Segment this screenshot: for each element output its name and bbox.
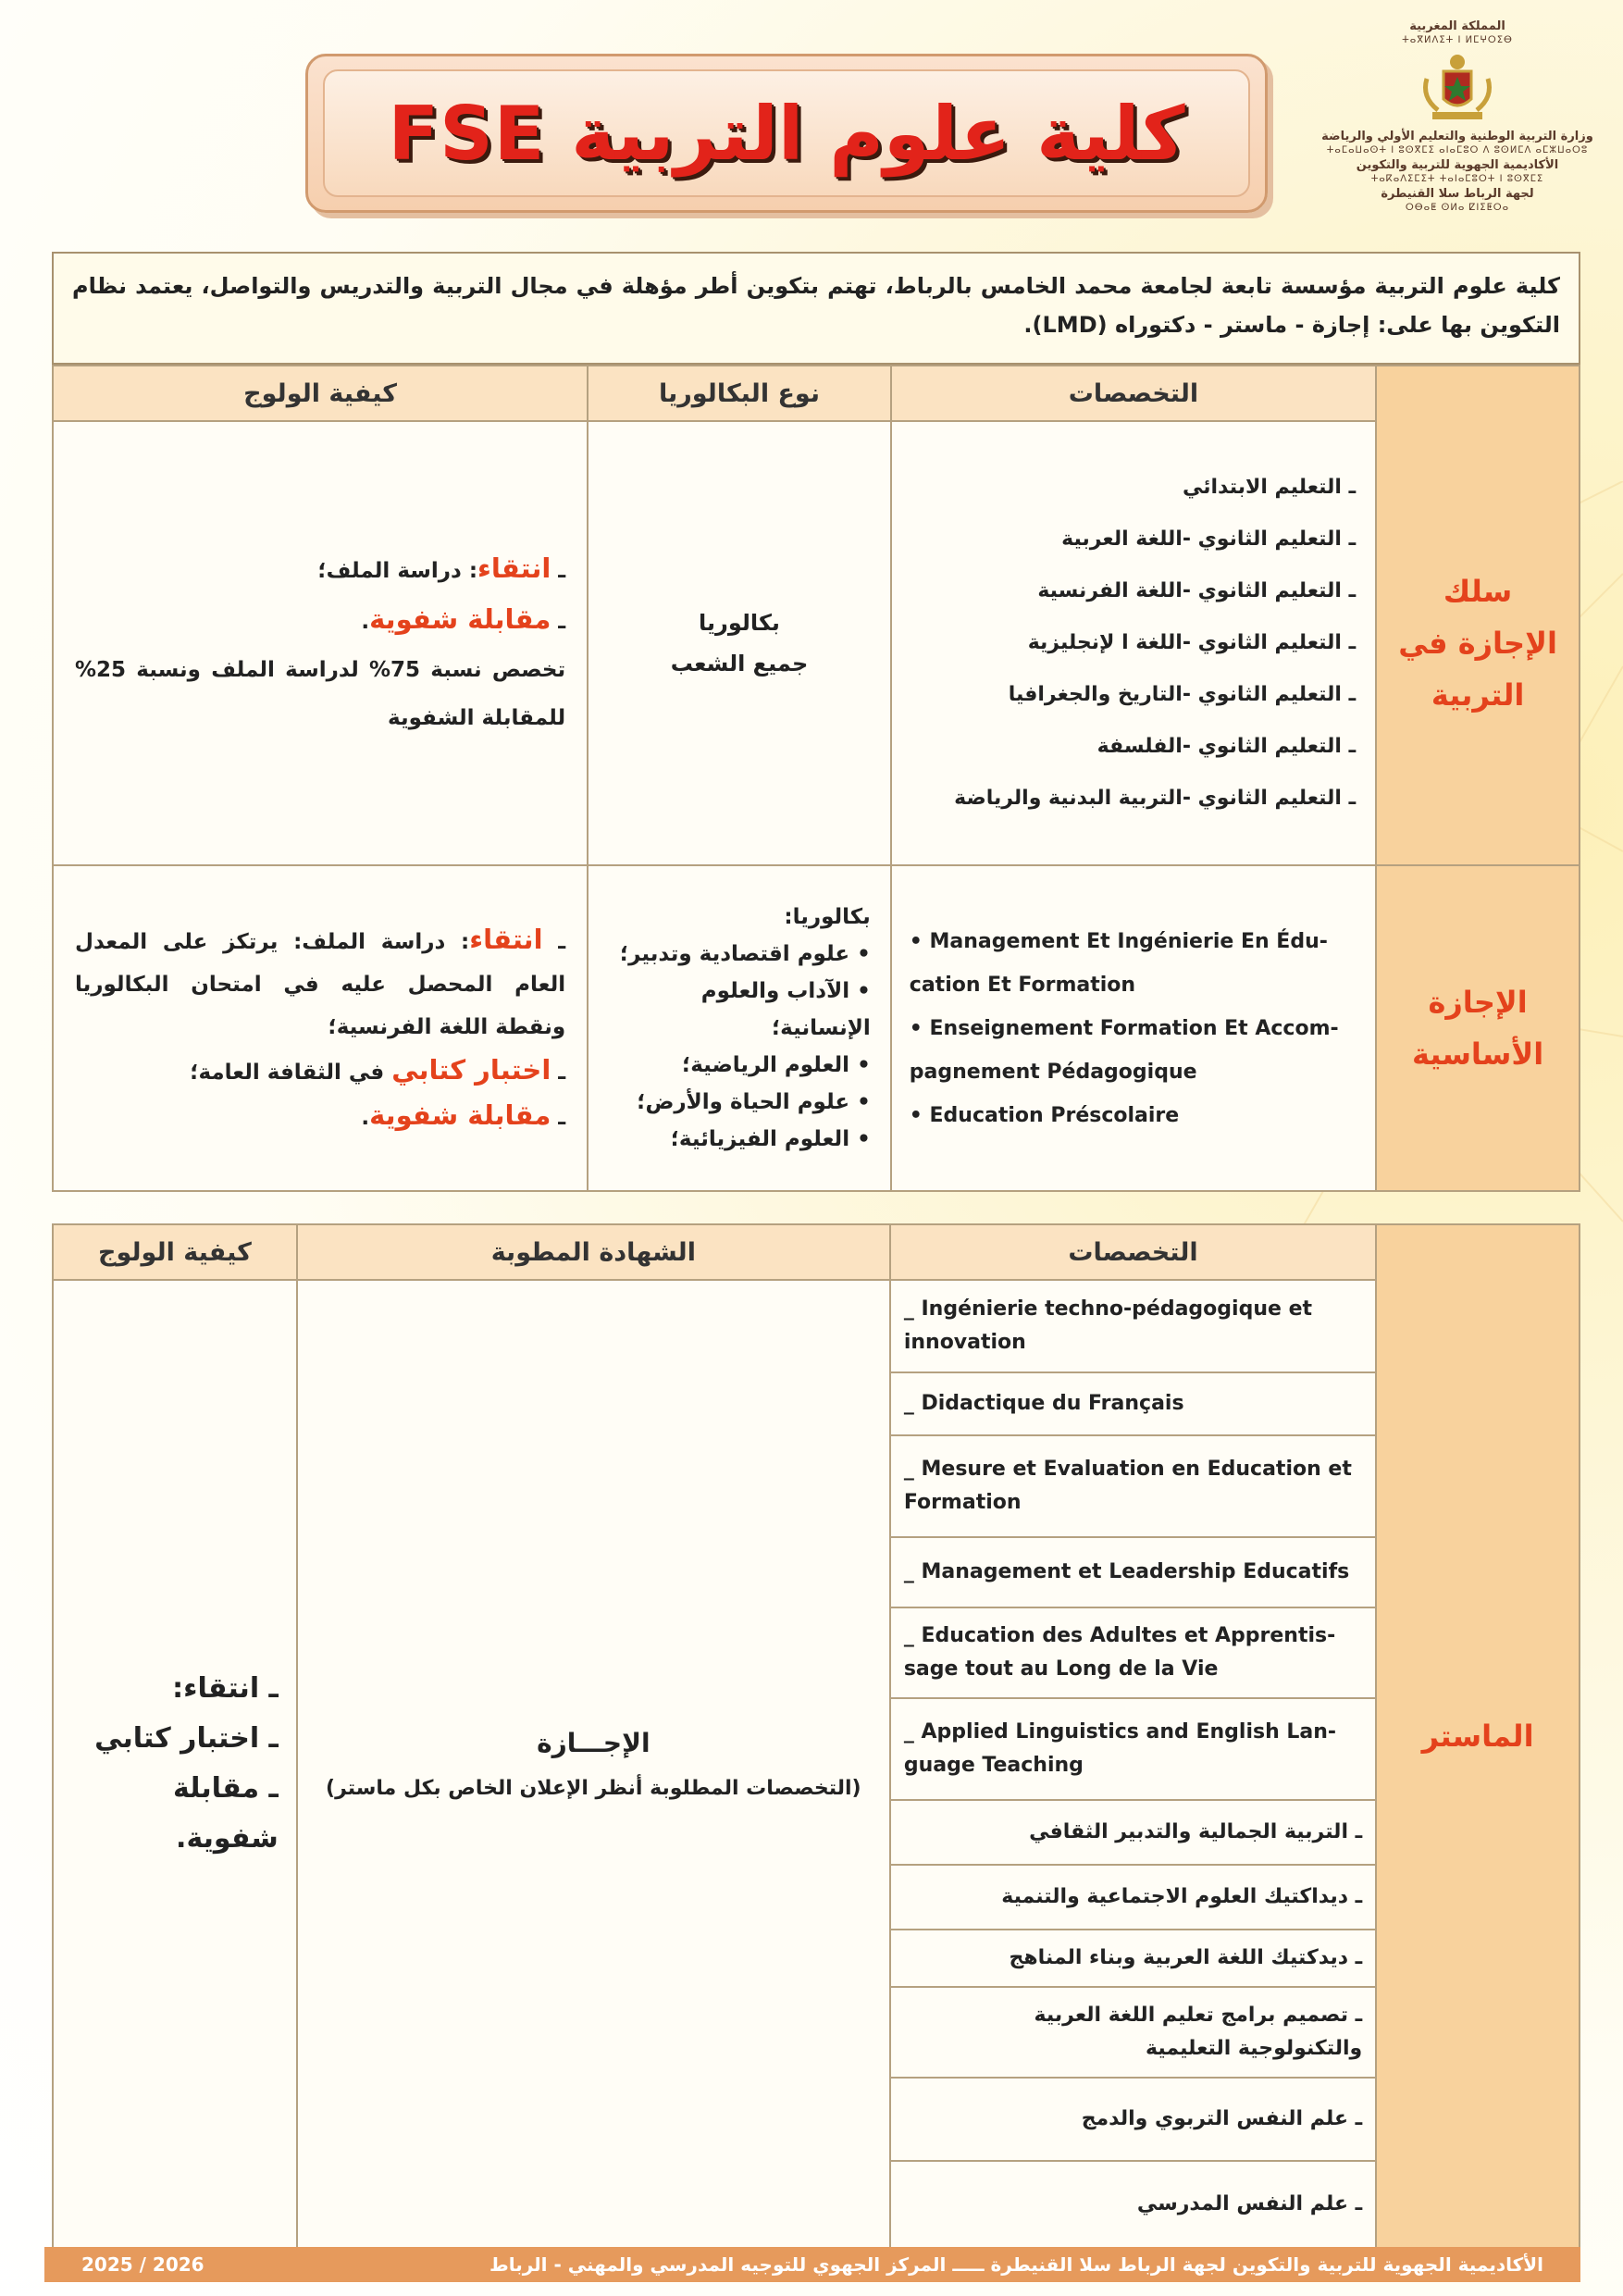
list-item: _ Mesure et Evaluation en Education et Formation xyxy=(890,1435,1376,1537)
header-certificate: الشهادة المطوبة xyxy=(297,1224,890,1280)
header-specialties: التخصصات xyxy=(891,366,1376,421)
crest-line: الأكاديمية الجهوية للتربية والتكوين xyxy=(1356,158,1559,172)
coat-of-arms-icon xyxy=(1416,51,1499,125)
crest-line: وزارة التربية الوطنية والتعليم الأولي والرياضة xyxy=(1321,130,1593,143)
list-item: _ Didactique du Français xyxy=(890,1372,1376,1435)
list-item: ـ التعليم الابتدائي xyxy=(902,462,1356,514)
footer-institution: الأكاديمية الجهوية للتربية والتكوين لجهة الرباط سلا القنيطرة ـــــ المركز الجهوي للتوجيه المدرسي والمهني - الرباط xyxy=(489,2253,1543,2276)
access-cell xyxy=(53,1280,297,2248)
specialties-cell xyxy=(891,421,1376,865)
list-item: ـ علم النفس التربوي والدمج xyxy=(890,2078,1376,2161)
list-item: ـ التعليم الثانوي -التربية البدنية والرياضة xyxy=(902,773,1356,825)
header-specialties: التخصصات xyxy=(890,1224,1376,1280)
list-item: _ Education des Adultes et Apprentis-sage tout au Long de la Vie xyxy=(890,1607,1376,1698)
list-item: ـ التعليم الثانوي -اللغة الفرنسية xyxy=(902,565,1356,617)
specialties-cell xyxy=(891,865,1376,1191)
header-access: كيفية الولوج xyxy=(53,1224,297,1280)
intro-text: كلية علوم التربية مؤسسة تابعة لجامعة محمد الخامس بالرباط، تهتم بتكوين أطر مؤهلة في مجال التربية والتدريس والتواصل، يعتمد نظام التكوين بها على: إجازة - ماستر - دكتوراه (LMD). xyxy=(52,252,1580,365)
list-item: _ Ingénierie techno-pédagogique et innovation xyxy=(890,1280,1376,1372)
list-item: ـ التربية الجمالية والتدبير الثقافي xyxy=(890,1800,1376,1865)
list-item: • العلوم الفيزيائية؛ xyxy=(608,1121,871,1158)
access-line: ـ انتقاء: xyxy=(71,1664,279,1714)
access-cell xyxy=(53,865,588,1191)
list-item: ـ علم النفس المدرسي xyxy=(890,2161,1376,2248)
list-item: • علوم اقتصادية وتدبير؛ xyxy=(608,936,871,973)
access-line: ـ انتقاء: دراسة الملف؛ xyxy=(317,552,566,584)
footer-bar xyxy=(44,2247,1580,2282)
row-label-fundamental-license: الإجازة الأساسية xyxy=(1376,865,1580,1191)
list-item: _ Management et Leadership Educatifs xyxy=(890,1537,1376,1607)
access-line: ـ انتقاء: دراسة الملف: يرتكز على المعدل العام المحصل عليه في امتحان البكالوريا ونقطة اللغة الفرنسية؛ xyxy=(75,923,566,1039)
list-item: ـ التعليم الثانوي -الفلسفة xyxy=(902,721,1356,773)
crest-line: ⵜⴰⴽⴰⴷⵉⵎⵉⵜ ⵜⴰⵏⴰⵎⵓⵔⵜ ⵏ ⵓⵙⴳⵎⵉ xyxy=(1370,174,1544,184)
crest-line: المملكة المغربية xyxy=(1409,19,1505,33)
certificate-cell: الإجـــازة (التخصصات المطلوبة أنظر الإعلان الخاص بكل ماستر) xyxy=(297,1280,890,2248)
list-item: ـ ديدكتيك اللغة العربية وبناء المناهج xyxy=(890,1930,1376,1987)
ministry-crest xyxy=(1314,19,1601,231)
list-item: • العلوم الرياضية؛ xyxy=(608,1047,871,1084)
crest-line: لجهة الرباط سلا القنيطرة xyxy=(1381,187,1534,201)
specialties-list xyxy=(893,462,1374,825)
crest-line: ⵔⴱⴰⵟ ⵙⵍⴰ ⵇⵏⵉⵟⵔⴰ xyxy=(1405,203,1510,213)
list-item: ـ تصميم برامج تعليم اللغة العربية والتكنولوجية التعليمية xyxy=(890,1987,1376,2078)
list-item: ـ التعليم الثانوي -اللغة العربية xyxy=(902,514,1356,565)
list-item: • علوم الحياة والأرض؛ xyxy=(608,1084,871,1121)
crest-line: ⵜⴰⴳⵍⴷⵉⵜ ⵏ ⵍⵎⵖⵔⵉⴱ xyxy=(1402,35,1513,45)
bachelor-table xyxy=(52,365,1580,1192)
header-access: كيفية الولوج xyxy=(53,366,588,421)
crest-line: ⵜⴰⵎⴰⵡⴰⵙⵜ ⵏ ⵓⵙⴳⵎⵉ ⴰⵏⴰⵎⵓⵔ ⴷ ⵓⵙⵍⵎⴷ ⴰⵎⵣⵡⴰⵔⵓ xyxy=(1326,145,1589,155)
access-cell xyxy=(53,421,588,865)
access-line: ـ مقابلة شفوية. xyxy=(361,603,566,635)
list-item: ـ ديداكتيك العلوم الاجتماعية والتنمية xyxy=(890,1865,1376,1930)
list-item: ـ التعليم الثانوي -التاريخ والجغرافيا xyxy=(902,669,1356,721)
access-line: ـ مقابلة شفوية. xyxy=(71,1764,279,1864)
list-item-cont: pagnement Pédagogique xyxy=(909,1060,1197,1084)
list-item: • الآداب والعلوم الإنسانية؛ xyxy=(608,973,871,1047)
row-label-education-license: سلك الإجازة في التربية xyxy=(1376,421,1580,865)
page-title: كلية علوم التربية FSE xyxy=(388,90,1185,177)
row-label-master: الماستر xyxy=(1376,1224,1580,2248)
bac-type-cell: بكالوريا جميع الشعب xyxy=(588,421,891,865)
access-line: ـ مقابلة شفوية. xyxy=(361,1098,566,1131)
list-item: • Education Préscolaire xyxy=(910,1094,1357,1137)
master-table xyxy=(52,1223,1580,2249)
access-note: تخصص نسبة 75% لدراسة الملف ونسبة 25% للمقابلة الشفوية xyxy=(75,658,566,730)
access-line: ـ اختبار كتابي xyxy=(71,1714,279,1764)
bac-type-cell: بكالوريا: • علوم اقتصادية وتدبير؛ • الآداب والعلوم الإنسانية؛ • العلوم الرياضية؛ • علوم الحياة والأرض؛ • العلوم الفيزيائية؛ xyxy=(588,865,891,1191)
access-line: ـ اختبار كتابي في الثقافة العامة؛ xyxy=(190,1053,566,1086)
list-item: _ Applied Linguistics and English Lan-guage Teaching xyxy=(890,1698,1376,1800)
title-banner xyxy=(305,54,1268,213)
list-item: ـ التعليم الثانوي -اللغة ا لإنجليزية xyxy=(902,617,1356,669)
header-bac-type: نوع البكالوريا xyxy=(588,366,891,421)
footer-year: 2026 / 2025 xyxy=(81,2253,204,2276)
list-item: • Enseignement Formation Et Accom- xyxy=(910,1007,1357,1050)
list-item: • Management Et Ingénierie En Édu- xyxy=(910,920,1357,963)
list-item-cont: cation Et Formation xyxy=(909,973,1136,997)
